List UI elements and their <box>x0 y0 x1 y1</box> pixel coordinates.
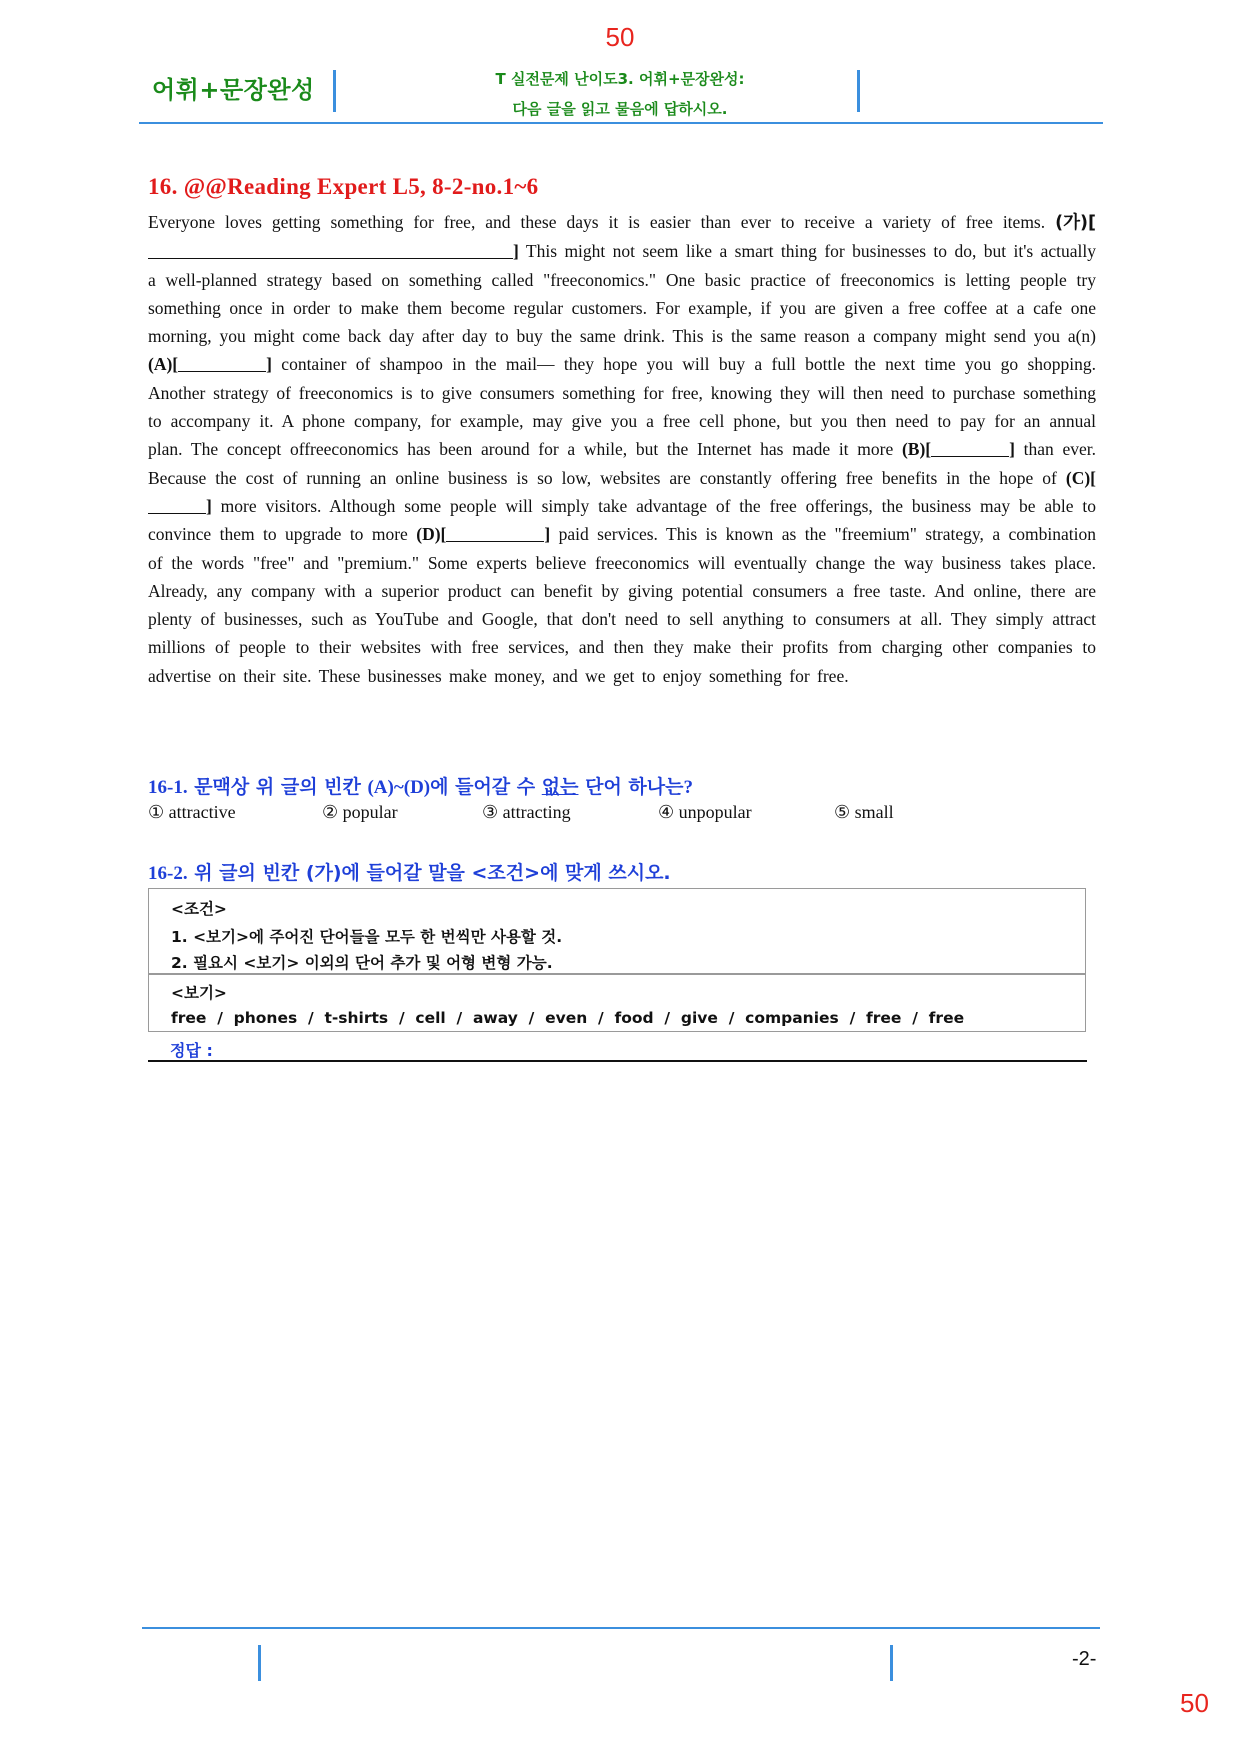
q16-2-text-b: 에 들어갈 말을 <조건>에 맞게 쓰시오. <box>341 862 671 884</box>
blank-c-close: ] <box>206 495 212 516</box>
choice-2[interactable]: ② popular <box>322 802 398 822</box>
bogi-header: <보기> <box>171 984 227 1002</box>
page-number-bottom: 50 <box>1180 1688 1209 1718</box>
blank-c <box>148 495 206 514</box>
header-divider-right <box>857 70 860 112</box>
header-subtitle-line2: 다음 글을 읽고 물음에 답하시오. <box>512 100 728 118</box>
blank-b-label: (B)[ <box>901 439 932 460</box>
answer-label: 정답 : <box>170 1041 213 1060</box>
blank-d-label: (D)[ <box>416 524 447 545</box>
passage-text-4: than ever. Because the cost of running an online business is so low, websites are constantly offering free benefits in the hope of <box>148 439 1097 488</box>
passage-text-5: more visitors. Although some people will simply take advantage of the free offerings, the business may be able to convince them to upgrade to more <box>148 495 1096 545</box>
header-subtitle <box>420 64 820 124</box>
header-subtitle-line1: T 실전문제 난이도3. 어휘+문장완성: <box>495 70 745 88</box>
blank-ga-label: (가)[ <box>1055 213 1096 233</box>
q16-2-label: (가) <box>305 862 342 884</box>
q16-2-text-a: 위 글의 빈칸 <box>187 862 306 884</box>
condition-1: 1. <보기>에 주어진 단어들을 모두 한 번씩만 사용할 것. <box>171 928 563 946</box>
choice-1[interactable]: ① attractive <box>148 802 236 822</box>
passage-text-6: paid services. This is known as the "freemium" strategy, a combination of the words "free" and "premium." Some experts believe freeconomics will eventually change the way business takes place. Already, any company with a superior product can benefit by giving potential consumers a free taste. And online, there are plenty of businesses, such as YouTube and Google, that don't need to sell anything to consumers at all. They simply attract millions of people to their websites with free services, and then they make their profits from charging other companies to advertise on their site. These businesses make money, and we get to enjoy something for free. <box>148 524 1096 686</box>
q16-1-text-c: 단어 하나는 <box>578 776 684 798</box>
box-divider <box>149 973 1085 975</box>
blank-a <box>178 353 266 372</box>
bogi-words: free / phones / t-shirts / cell / away / even / food / give / companies / free / free <box>171 1009 965 1027</box>
passage-text-1: Everyone loves getting something for free, and these days it is easier than ever to receive a variety of free items. <box>148 212 1046 232</box>
q16-1-underlined-word: 없는 <box>541 776 579 798</box>
blank-c-label: (C)[ <box>1065 467 1096 488</box>
footer-divider-right <box>890 1645 893 1681</box>
answer-line[interactable] <box>148 1060 1087 1062</box>
header-rule <box>139 122 1103 124</box>
passage-text-2: This might not seem like a smart thing for businesses to do, but it's actually a well-planned strategy based on something called "freeconomics." One basic practice of freeconomics is letting people try something once in order to make them become regular customers. For example, if you are given a free coffee at a cafe one morning, you might come back day after day to buy the same drink. This is the same reason a company might send you a(n) <box>148 241 1096 347</box>
condition-2: 2. 필요시 <보기> 이외의 단어 추가 및 어형 변형 가능. <box>171 954 553 972</box>
blank-ga <box>148 240 513 259</box>
blank-b <box>931 438 1009 457</box>
reading-passage <box>148 208 1096 690</box>
question-title: 16. @@Reading Expert L5, 8-2-no.1~6 <box>148 174 539 199</box>
header-divider-left <box>333 70 336 112</box>
q16-1-qmark: ? <box>683 777 693 798</box>
blank-a-label: (A)[ <box>148 354 179 375</box>
blank-ga-close: ] <box>513 241 519 262</box>
footer-page-number: -2- <box>1072 1648 1097 1670</box>
choice-4[interactable]: ④ unpopular <box>658 802 752 822</box>
q16-2-number: 16-2. <box>148 863 188 884</box>
footer-divider-left <box>258 1645 261 1681</box>
q16-1-range: (A)~(D) <box>367 777 431 798</box>
passage-text-3: container of shampoo in the mail— they hope you will buy a full bottle the next time you go shopping. Another strategy of freeconomics is to give consumers something for free, knowing they will then need to purchase something to accompany it. A phone company, for example, may give you a free cell phone, but you then need to pay for an annual plan. The concept offreeconomics has been around for a while, but the Internet has made it more <box>148 354 1096 460</box>
footer-rule <box>142 1627 1100 1629</box>
blank-d-close: ] <box>544 524 551 545</box>
conditions-box <box>148 888 1086 1032</box>
blank-d <box>446 523 544 542</box>
blank-a-close: ] <box>266 354 272 375</box>
page-number-top: 50 <box>605 22 635 52</box>
conditions-header: <조건> <box>171 900 227 918</box>
question-16-1 <box>148 772 693 799</box>
q16-1-text-b: 에 들어갈 수 <box>430 776 542 798</box>
q16-1-number: 16-1. <box>148 777 188 798</box>
question-16-2 <box>148 858 671 885</box>
choice-3[interactable]: ③ attracting <box>482 802 571 822</box>
header-title: 어휘+문장완성 <box>152 76 315 104</box>
choice-5[interactable]: ⑤ small <box>834 802 894 822</box>
q16-1-text-a: 문맥상 위 글의 빈칸 <box>187 776 368 798</box>
blank-b-close: ] <box>1009 439 1015 460</box>
